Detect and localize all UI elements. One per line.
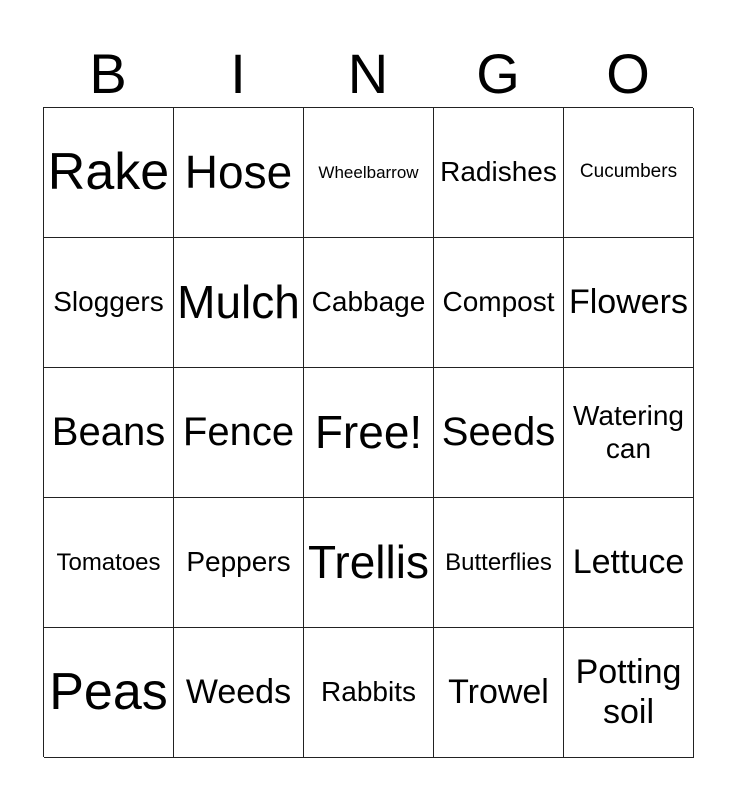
cell-label: Beans bbox=[51, 410, 166, 455]
cell-label: Cabbage bbox=[311, 286, 426, 318]
cell-label: Peppers bbox=[186, 546, 291, 578]
bingo-cell[interactable] bbox=[304, 238, 434, 368]
bingo-cell[interactable] bbox=[44, 628, 174, 758]
cell-label: Seeds bbox=[441, 410, 556, 455]
bingo-cell[interactable] bbox=[304, 108, 434, 238]
bingo-cell[interactable] bbox=[44, 108, 174, 238]
cell-label: Tomatoes bbox=[56, 548, 161, 576]
cell-label: Fence bbox=[182, 410, 295, 455]
bingo-cell[interactable] bbox=[44, 238, 174, 368]
cell-label: Flowers bbox=[568, 282, 689, 321]
cell-label: Trellis bbox=[308, 535, 429, 588]
bingo-cell[interactable] bbox=[434, 498, 564, 628]
cell-label: Sloggers bbox=[53, 286, 164, 318]
header-letter-g: G bbox=[476, 42, 520, 105]
cell-label: Mulch bbox=[177, 275, 300, 328]
bingo-cell[interactable] bbox=[564, 498, 694, 628]
bingo-cell[interactable] bbox=[564, 628, 694, 758]
bingo-cell[interactable] bbox=[304, 628, 434, 758]
cell-label: Butterflies bbox=[445, 548, 552, 576]
bingo-cell[interactable] bbox=[44, 368, 174, 498]
bingo-board bbox=[43, 107, 693, 757]
cell-label: Cucumbers bbox=[579, 161, 678, 183]
free-space-label: Free! bbox=[314, 405, 423, 458]
bingo-cell[interactable] bbox=[304, 498, 434, 628]
bingo-cell[interactable] bbox=[434, 108, 564, 238]
cell-label: Weeds bbox=[185, 672, 292, 711]
cell-label: Rake bbox=[47, 143, 170, 202]
cell-label: Trowel bbox=[448, 672, 549, 711]
cell-label: Lettuce bbox=[572, 542, 685, 581]
cell-label: Potting soil bbox=[575, 653, 682, 731]
cell-label: Compost bbox=[442, 286, 555, 318]
header-letter-o: O bbox=[606, 42, 650, 105]
bingo-cell[interactable] bbox=[564, 238, 694, 368]
header-letter-b: B bbox=[89, 42, 127, 105]
bingo-cell[interactable] bbox=[434, 628, 564, 758]
cell-label: Rabbits bbox=[321, 676, 416, 708]
free-space-cell[interactable] bbox=[304, 368, 434, 498]
cell-label: Hose bbox=[184, 145, 293, 198]
bingo-cell[interactable] bbox=[564, 108, 694, 238]
header-letter-i: I bbox=[230, 42, 246, 105]
bingo-cell[interactable] bbox=[434, 238, 564, 368]
bingo-cell[interactable] bbox=[174, 108, 304, 238]
bingo-cell[interactable] bbox=[564, 368, 694, 498]
bingo-cell[interactable] bbox=[174, 238, 304, 368]
bingo-cell[interactable] bbox=[44, 498, 174, 628]
cell-label: Wheelbarrow bbox=[318, 162, 419, 182]
bingo-cell[interactable] bbox=[174, 628, 304, 758]
cell-label: Radishes bbox=[440, 156, 557, 188]
bingo-header bbox=[43, 40, 693, 108]
bingo-cell[interactable] bbox=[174, 498, 304, 628]
bingo-cell[interactable] bbox=[434, 368, 564, 498]
header-letter-n: N bbox=[347, 42, 389, 105]
bingo-cell[interactable] bbox=[174, 368, 304, 498]
cell-label: Watering can bbox=[572, 400, 684, 464]
cell-label: Peas bbox=[49, 663, 168, 722]
